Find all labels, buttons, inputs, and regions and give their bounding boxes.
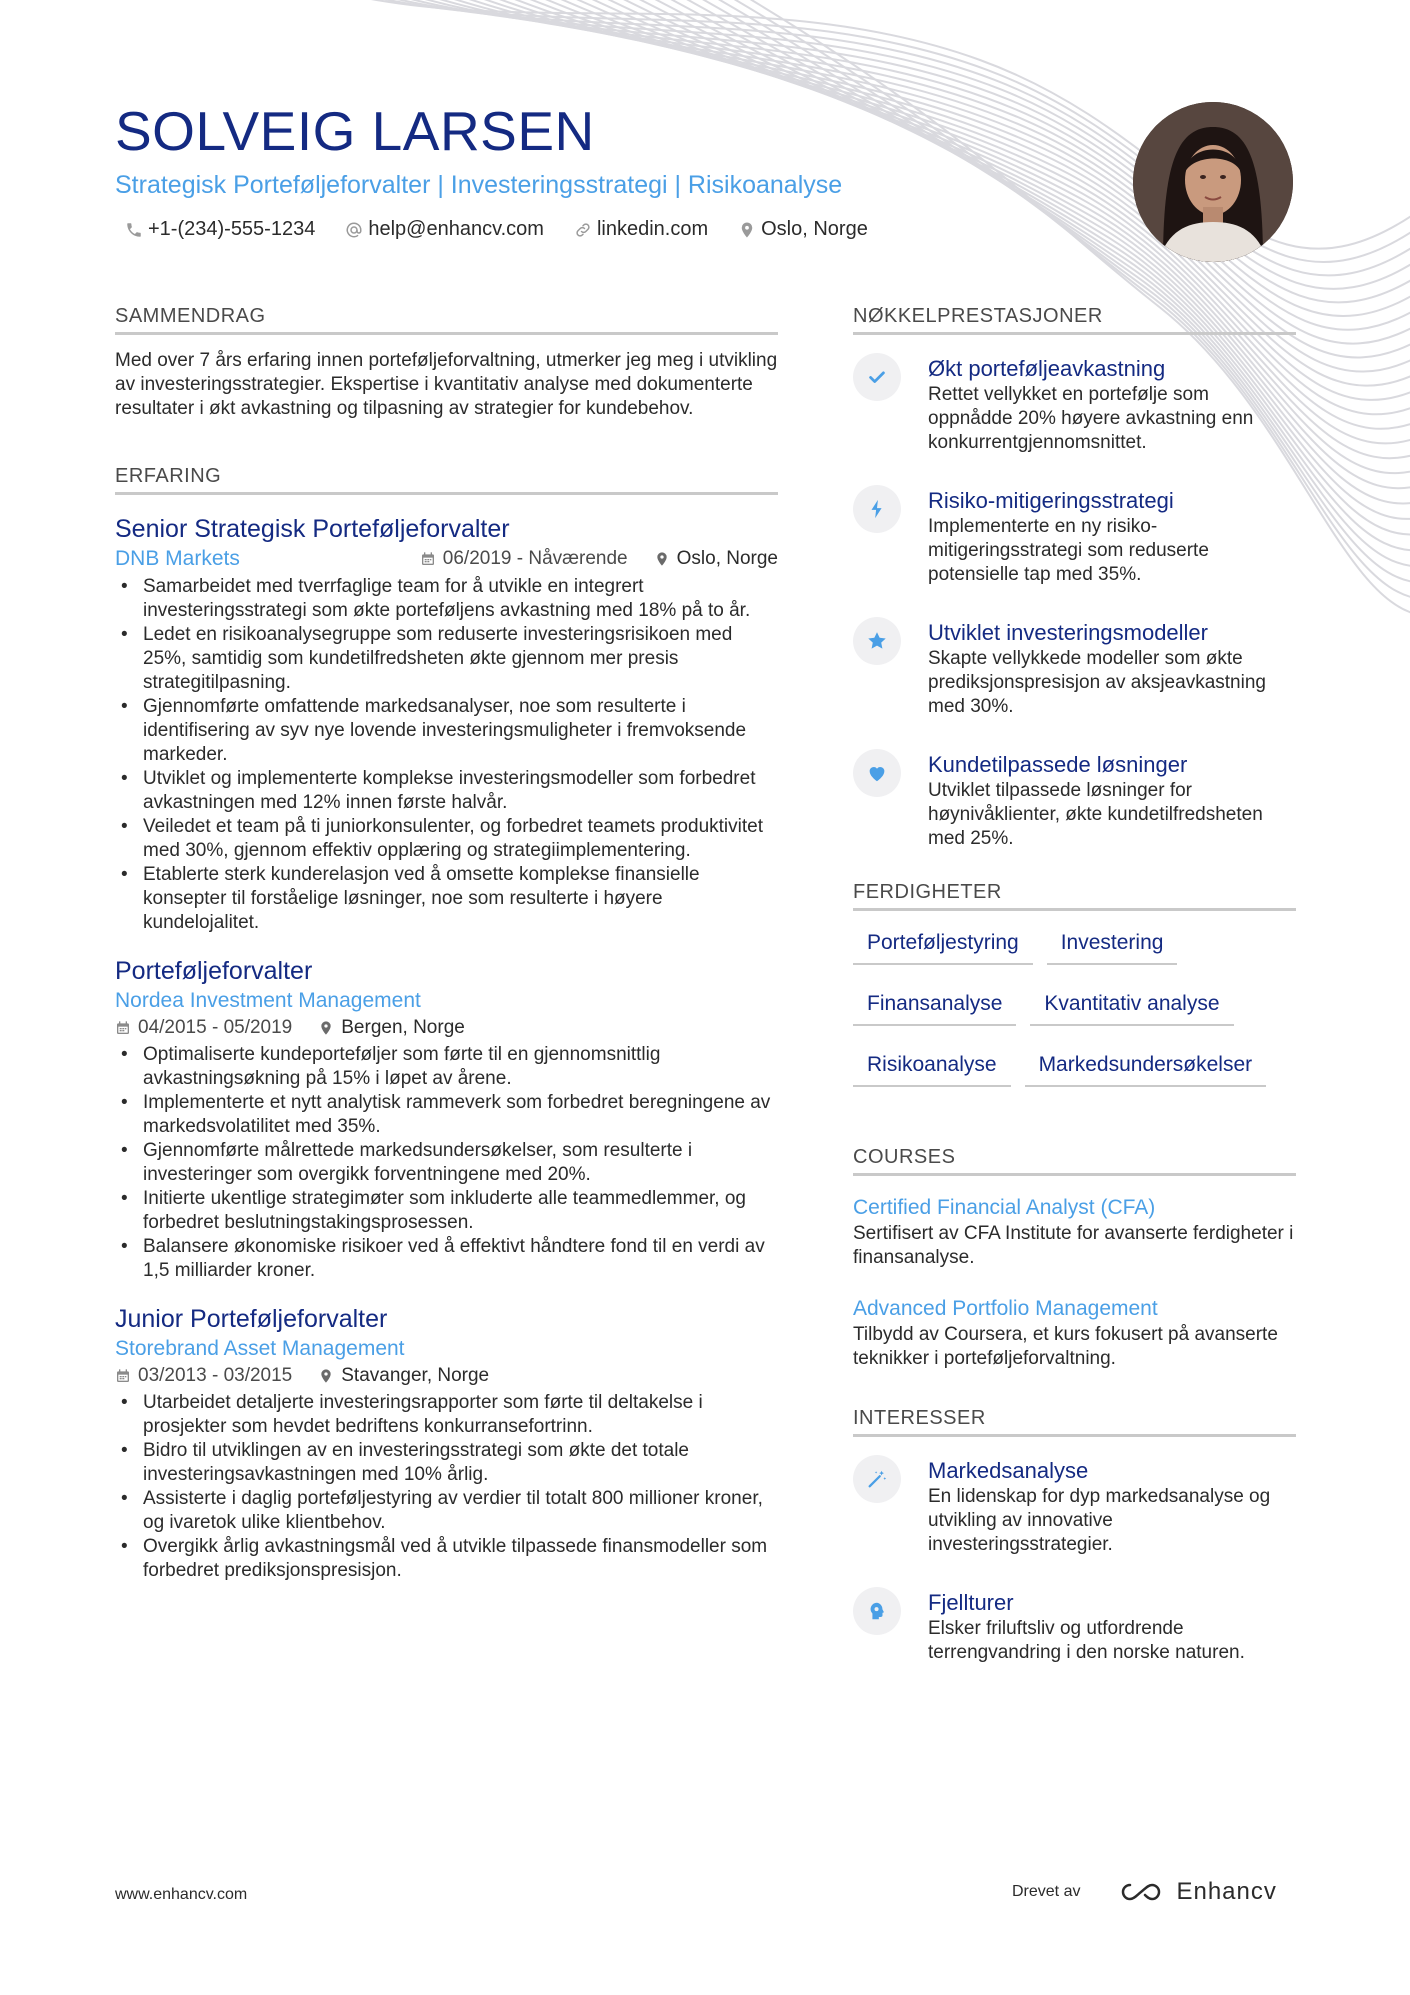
course-desc: Tilbydd av Coursera, et kurs fokusert på avanserte teknikker i porteføljeforvaltning. xyxy=(853,1324,1278,1369)
job-dates-text: 06/2019 - Nåværende xyxy=(442,548,628,569)
location-text: Oslo, Norge xyxy=(761,218,868,240)
achievement-title: Risiko-mitigeringsstrategi xyxy=(928,488,1174,513)
interests-section xyxy=(853,1407,1296,1665)
achievement-item xyxy=(853,617,1296,719)
skill-tag: Risikoanalyse xyxy=(853,1047,1011,1087)
achievement-icon-badge xyxy=(853,749,901,797)
job-bullets xyxy=(115,1043,778,1283)
bullet-item: • Assisterte i daglig porteføljestyring av verdier til totalt 800 millioner kroner, og ivaretok ulike klientbehov. xyxy=(115,1487,778,1535)
candidate-name: SOLVEIG LARSEN xyxy=(115,100,595,162)
courses-heading: COURSES xyxy=(853,1146,1296,1176)
skill-tag: Markedsundersøkelser xyxy=(1025,1047,1267,1087)
summary-section xyxy=(115,305,778,421)
head-icon xyxy=(866,1600,888,1622)
check-icon xyxy=(866,366,888,388)
job-entry xyxy=(115,1303,778,1583)
location-pin-icon xyxy=(654,551,670,567)
achievement-desc: Rettet vellykket en portefølje som oppnådde 20% høyere avkastning enn konkurrentgjennomsnittet. xyxy=(928,384,1254,453)
achievement-desc: Skapte vellykkede modeller som økte prediksjonspresisjon av aksjeavkastning med 30%. xyxy=(928,648,1266,717)
job-meta xyxy=(115,1363,778,1389)
job-company: Storebrand Asset Management xyxy=(115,1337,405,1360)
summary-text: Med over 7 års erfaring innen porteføljeforvaltning, utmerker jeg meg i utvikling av investeringsstrategier. Ekspertise i kvantitativ analyse med dokumenterte resultater i økt avkastning og tilpasning av strategier for kundebehov. xyxy=(115,350,778,419)
interest-title: Markedsanalyse xyxy=(928,1458,1089,1483)
skills-list xyxy=(853,925,1296,1108)
job-dates xyxy=(420,546,628,572)
bullet-item: • Etablerte sterk kunderelasjon ved å omsette komplekse finansielle konsepter til forståelige løsninger, noe som resulterte i høyere kundelojalitet. xyxy=(115,863,778,935)
achievement-desc: Implementerte en ny risiko-mitigeringsstrategi som reduserte potensielle tap med 35%. xyxy=(928,516,1209,585)
calendar-icon xyxy=(420,551,436,567)
job-title: Senior Strategisk Porteføljeforvalter xyxy=(115,515,510,543)
achievements-section xyxy=(853,305,1296,851)
job-location xyxy=(318,1363,489,1389)
achievement-title: Kundetilpassede løsninger xyxy=(928,752,1188,777)
header xyxy=(115,100,1115,241)
phone-text: +1-(234)-555-1234 xyxy=(148,218,316,240)
job-location xyxy=(318,1015,465,1041)
achievement-item xyxy=(853,353,1296,455)
achievement-item xyxy=(853,485,1296,587)
bullet-item: • Bidro til utviklingen av en investeringsstrategi som økte det totale investeringsavkastningen med 10% årlig. xyxy=(115,1439,778,1487)
location-pin-icon xyxy=(318,1368,334,1384)
interest-desc: En lidenskap for dyp markedsanalyse og utvikling av innovative investeringsstrategier. xyxy=(928,1486,1271,1555)
profile-photo xyxy=(1133,102,1293,262)
course-title: Certified Financial Analyst (CFA) xyxy=(853,1196,1156,1219)
job-location-text: Oslo, Norge xyxy=(676,548,778,569)
achievement-icon-badge xyxy=(853,353,901,401)
bullet-item: • Utviklet og implementerte komplekse investeringsmodeller som forbedret avkastningen med 12% innen første halvår. xyxy=(115,767,778,815)
experience-heading: ERFARING xyxy=(115,465,778,495)
link-icon xyxy=(574,221,592,239)
course-desc: Sertifisert av CFA Institute for avanserte ferdigheter i finansanalyse. xyxy=(853,1223,1294,1268)
interest-item xyxy=(853,1587,1296,1665)
calendar-icon xyxy=(115,1020,131,1036)
achievements-heading: NØKKELPRESTASJONER xyxy=(853,305,1296,335)
bullet-item: • Overgikk årlig avkastningsmål ved å utvikle tilpassede finansmodeller som forbedret prediksjonspresisjon. xyxy=(115,1535,778,1583)
contact-phone[interactable] xyxy=(125,218,315,241)
job-entry xyxy=(115,955,778,1283)
bullet-item: • Utarbeidet detaljerte investeringsrapporter som førte til deltakelse i prosjekter som hevdet bedriftens konkurransefortrinn. xyxy=(115,1391,778,1439)
job-title: Porteføljeforvalter xyxy=(115,957,313,985)
left-column xyxy=(115,305,778,1597)
job-dates xyxy=(115,1015,292,1041)
job-title: Junior Porteføljeforvalter xyxy=(115,1305,388,1333)
email-text: help@enhancv.com xyxy=(368,218,544,240)
heart-icon xyxy=(866,762,888,784)
portrait-illustration xyxy=(1133,102,1293,262)
bullet-item: • Gjennomførte målrettede markedsundersøkelser, som resulterte i investeringer som overgikk forventningene med 20%. xyxy=(115,1139,778,1187)
interest-title: Fjellturer xyxy=(928,1590,1014,1615)
course-title: Advanced Portfolio Management xyxy=(853,1297,1158,1320)
interests-heading: INTERESSER xyxy=(853,1407,1296,1437)
bullet-item: • Veiledet et team på ti juniorkonsulenter, og forbedret teamets produktivitet med 30%, gjennom effektiv opplæring og strategiimplementering. xyxy=(115,815,778,863)
achievement-desc: Utviklet tilpassede løsninger for høynivåklienter, økte kundetilfredsheten med 25%. xyxy=(928,780,1263,849)
skill-tag: Finansanalyse xyxy=(853,986,1016,1026)
bullet-item: • Initierte ukentlige strategimøter som inkluderte alle teammedlemmer, og forbedret beslutningstakingsprosessen. xyxy=(115,1187,778,1235)
calendar-icon xyxy=(115,1368,131,1384)
job-meta xyxy=(420,546,778,572)
brand-name: Enhancv xyxy=(1176,1878,1277,1905)
interest-icon-badge xyxy=(853,1587,901,1635)
linkedin-text: linkedin.com xyxy=(596,218,709,240)
bullet-item: • Gjennomførte omfattende markedsanalyser, noe som resulterte i identifisering av syv nye lovende investeringsmuligheter i fremvoksende markeder. xyxy=(115,695,778,767)
job-meta xyxy=(115,1015,778,1041)
magic-wand-icon xyxy=(866,1468,888,1490)
footer-branding xyxy=(1012,1878,1277,1906)
lightning-icon xyxy=(866,498,888,520)
summary-heading: SAMMENDRAG xyxy=(115,305,778,335)
infinity-logo-icon xyxy=(1118,1880,1164,1904)
footer-website[interactable]: www.enhancv.com xyxy=(115,1886,248,1903)
job-dates-text: 03/2013 - 03/2015 xyxy=(138,1365,293,1386)
phone-icon xyxy=(125,221,143,239)
job-location-text: Bergen, Norge xyxy=(341,1017,465,1038)
job-info-row xyxy=(115,545,778,573)
achievement-title: Økt porteføljeavkastning xyxy=(928,356,1166,381)
courses-section xyxy=(853,1146,1296,1371)
job-company: Nordea Investment Management xyxy=(115,989,421,1012)
interest-icon-badge xyxy=(853,1455,901,1503)
at-icon xyxy=(345,221,363,239)
course-item xyxy=(853,1194,1296,1270)
experience-section xyxy=(115,465,778,1583)
contact-row xyxy=(125,218,1115,241)
achievement-icon-badge xyxy=(853,485,901,533)
job-company: DNB Markets xyxy=(115,547,240,570)
achievement-item xyxy=(853,749,1296,851)
contact-linkedin[interactable] xyxy=(574,218,708,241)
job-bullets xyxy=(115,1391,778,1583)
contact-email[interactable] xyxy=(345,218,544,241)
location-pin-icon xyxy=(738,221,756,239)
bullet-item: • Samarbeidet med tverrfaglige team for å utvikle en integrert investeringsstrategi som økte porteføljens avkastning med 18% på to år. xyxy=(115,575,778,623)
right-column xyxy=(853,305,1296,1695)
job-entry xyxy=(115,513,778,935)
candidate-title: Strategisk Porteføljeforvalter | Investeringsstrategi | Risikoanalyse xyxy=(115,171,843,199)
job-dates-text: 04/2015 - 05/2019 xyxy=(138,1017,293,1038)
location-pin-icon xyxy=(318,1020,334,1036)
job-location xyxy=(654,546,778,572)
job-dates xyxy=(115,1363,292,1389)
skills-section xyxy=(853,881,1296,1108)
star-icon xyxy=(866,630,888,652)
skill-tag: Investering xyxy=(1047,925,1178,965)
skill-tag: Porteføljestyring xyxy=(853,925,1033,965)
skill-tag: Kvantitativ analyse xyxy=(1030,986,1233,1026)
job-location-text: Stavanger, Norge xyxy=(341,1365,490,1386)
job-bullets xyxy=(115,575,778,935)
bullet-item: • Implementerte et nytt analytisk rammeverk som forbedret beregningene av markedsvolatilitet med 35%. xyxy=(115,1091,778,1139)
bullet-item: • Optimaliserte kundeporteføljer som førte til en gjennomsnittlig avkastningsøkning på 15% i løpet av årene. xyxy=(115,1043,778,1091)
contact-location xyxy=(738,218,868,241)
achievement-icon-badge xyxy=(853,617,901,665)
interest-item xyxy=(853,1455,1296,1557)
skills-heading: FERDIGHETER xyxy=(853,881,1296,911)
interest-desc: Elsker friluftsliv og utfordrende terrengvandring i den norske naturen. xyxy=(928,1618,1245,1663)
achievement-title: Utviklet investeringsmodeller xyxy=(928,620,1208,645)
powered-by-text: Drevet av xyxy=(1012,1883,1081,1900)
bullet-item: • Balansere økonomiske risikoer ved å effektivt håndtere fond til en verdi av 1,5 milliarder kroner. xyxy=(115,1235,778,1283)
enhancv-logo[interactable] xyxy=(1118,1878,1276,1906)
course-item xyxy=(853,1295,1296,1371)
bullet-item: • Ledet en risikoanalysegruppe som reduserte investeringsrisikoen med 25%, samtidig som kundetilfredsheten økte gjennom mer presis strategitilpasning. xyxy=(115,623,778,695)
